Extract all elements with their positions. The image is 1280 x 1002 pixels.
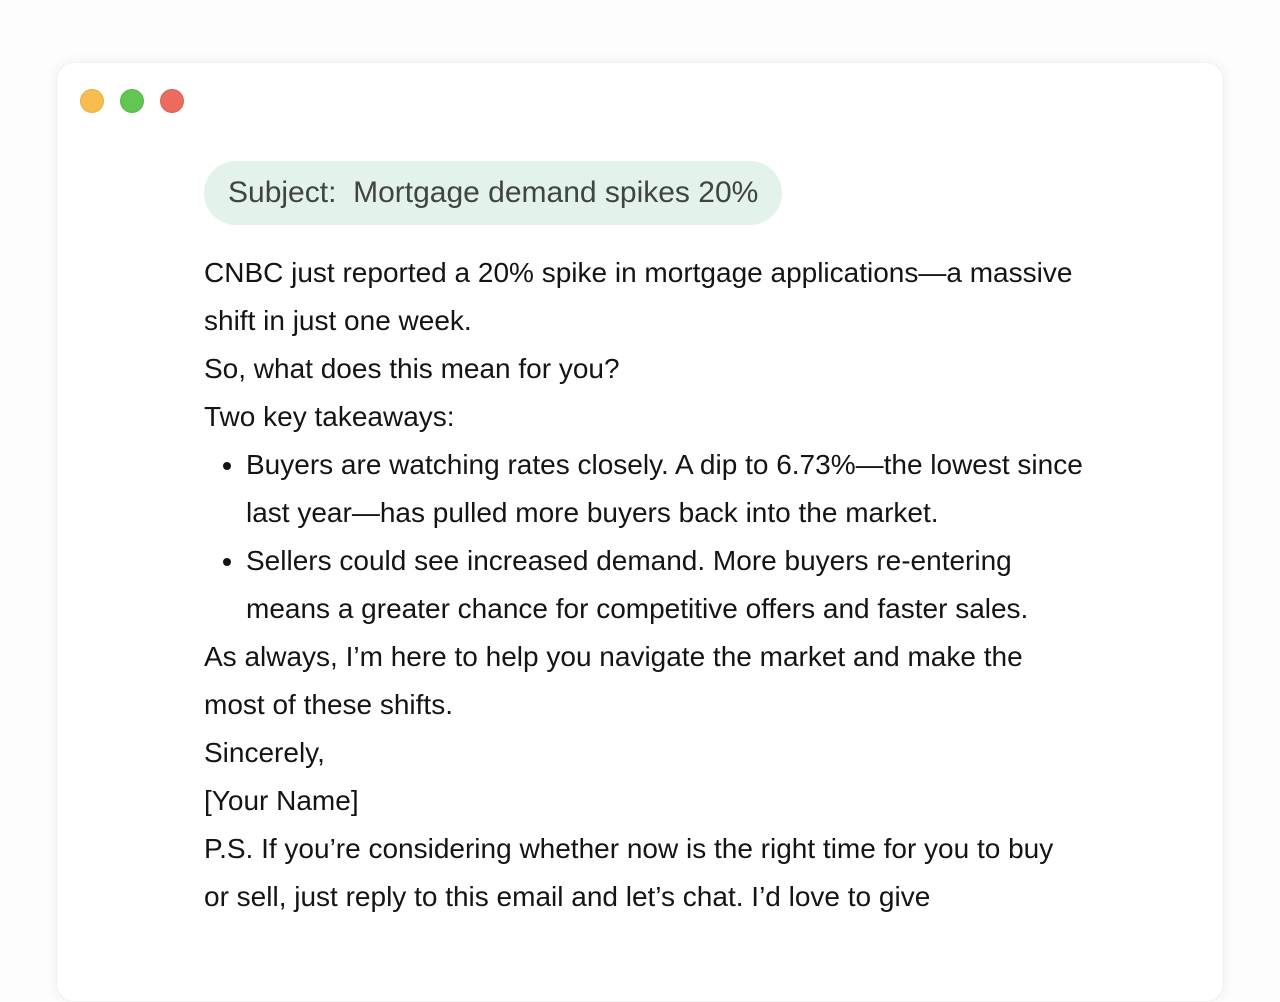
intro-paragraph: CNBC just reported a 20% spike in mortgage applications—a massive shift in just one week. <box>204 257 1073 336</box>
sender-name: [Your Name] <box>204 785 359 816</box>
takeaways-heading: Two key takeaways: <box>204 401 455 432</box>
subject-label: Subject: <box>228 176 337 209</box>
zoom-button[interactable] <box>120 89 144 113</box>
question-paragraph: So, what does this mean for you? <box>204 353 620 384</box>
ps-paragraph: P.S. If you’re considering whether now is the right time for you to buy or sell, just reply to this email and let’s chat. I’d love to give <box>204 833 1054 912</box>
closing-paragraph: As always, I’m here to help you navigate the market and make the most of these shifts. <box>204 641 1023 720</box>
window-controls <box>80 89 184 113</box>
email-window <box>56 62 1224 1002</box>
subject-text: Mortgage demand spikes 20% <box>353 176 759 209</box>
takeaway-item: • Sellers could see increased demand. More buyers re-entering means a greater chance for competitive offers and faster sales. <box>246 537 1084 633</box>
takeaways-list <box>204 441 1084 633</box>
close-button[interactable] <box>160 89 184 113</box>
takeaway-item: • Buyers are watching rates closely. A dip to 6.73%—the lowest since last year—has pulled more buyers back into the market. <box>246 441 1084 537</box>
minimize-button[interactable] <box>80 89 104 113</box>
signoff: Sincerely, <box>204 737 325 768</box>
subject-pill <box>204 161 782 225</box>
email-body <box>204 161 1084 921</box>
